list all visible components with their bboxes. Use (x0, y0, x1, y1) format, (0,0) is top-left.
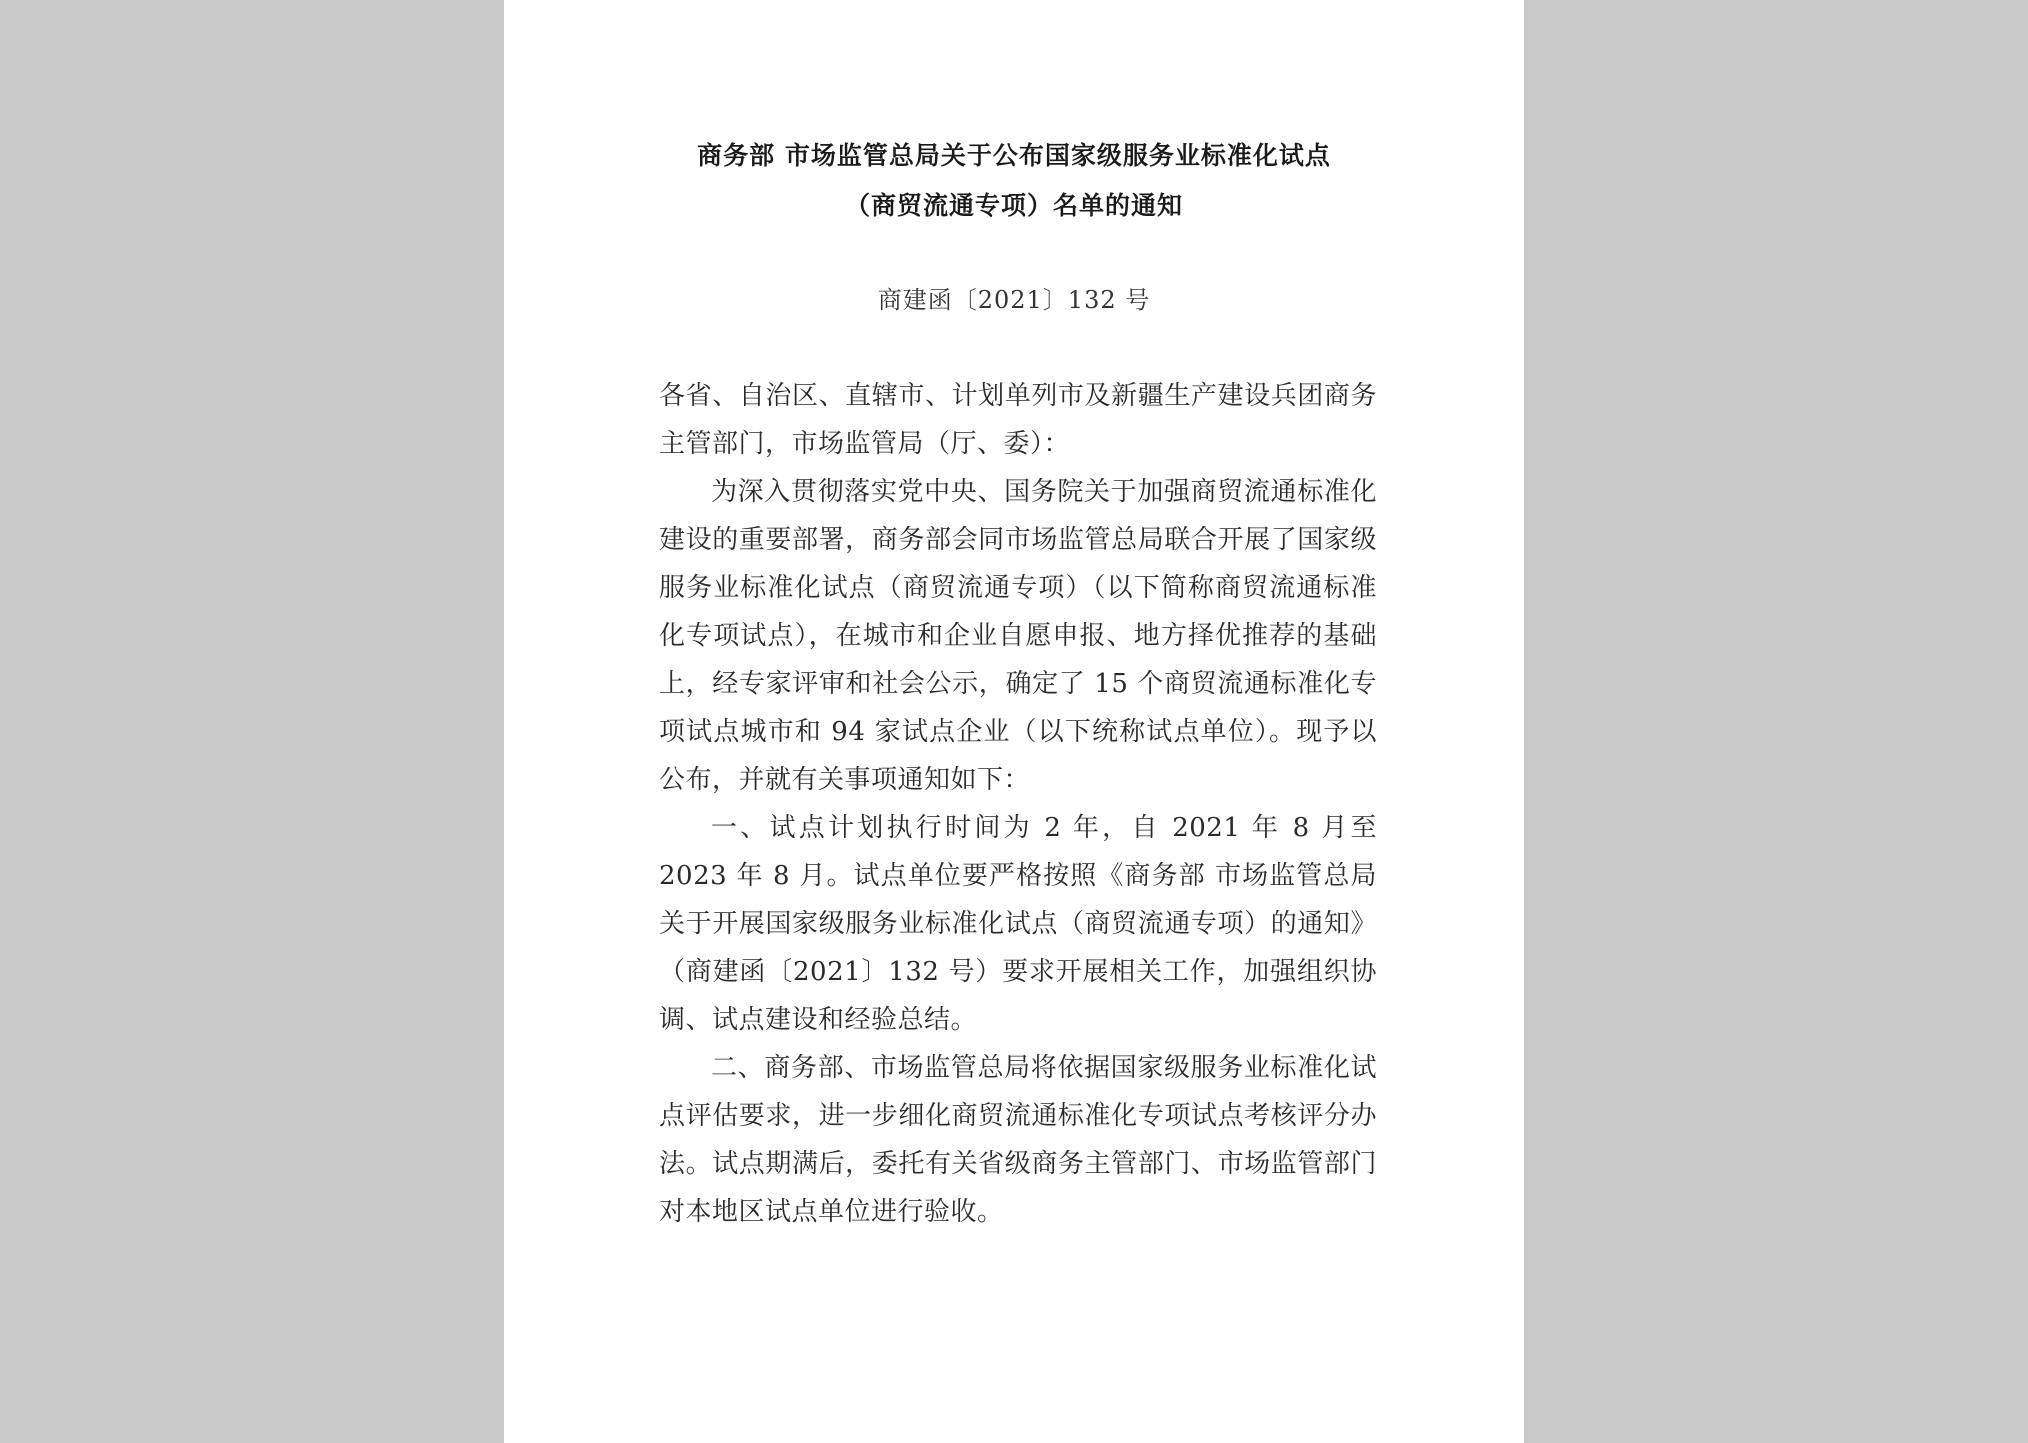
document-number: 商建函〔2021〕132 号 (877, 286, 1151, 314)
document-title-line2: （商贸流通专项）名单的通知 (844, 191, 1183, 220)
document-page (504, 0, 1524, 1443)
document-title-line1: 商务部 市场监管总局关于公布国家级服务业标准化试点 (697, 141, 1331, 170)
addressee: 各省、自治区、直辖市、计划单列市及新疆生产建设兵团商务主管部门，市场监管局（厅、委）： (659, 381, 1377, 459)
paragraph-intro: 为深入贯彻落实党中央、国务院关于加强商贸流通标准化建设的重要部署，商务部会同市场监管总局联合开展了国家级服务业标准化试点（商贸流通专项）（以下简称商贸流通标准化专项试点），在城市和企业自愿申报、地方择优推荐的基础上，经专家评审和社会公示，确定了 15 个商贸流通标准化专项试点城市和 94 家试点企业（以下统称试点单位）。现予以公布，并就有关事项通知如下： (659, 477, 1377, 795)
paragraph-item-1: 一、试点计划执行时间为 2 年，自 2021 年 8 月至 2023 年 8 月。试点单位要严格按照《商务部 市场监管总局关于开展国家级服务业标准化试点（商贸流通专项）的通知》（商建函〔2021〕132 号）要求开展相关工作，加强组织协调、试点建设和经验总结。 (659, 813, 1377, 1035)
document-body (659, 372, 1377, 1236)
paragraph-item-2: 二、商务部、市场监管总局将依据国家级服务业标准化试点评估要求，进一步细化商贸流通标准化专项试点考核评分办法。试点期满后，委托有关省级商务主管部门、市场监管部门对本地区试点单位进行验收。 (659, 1053, 1377, 1227)
